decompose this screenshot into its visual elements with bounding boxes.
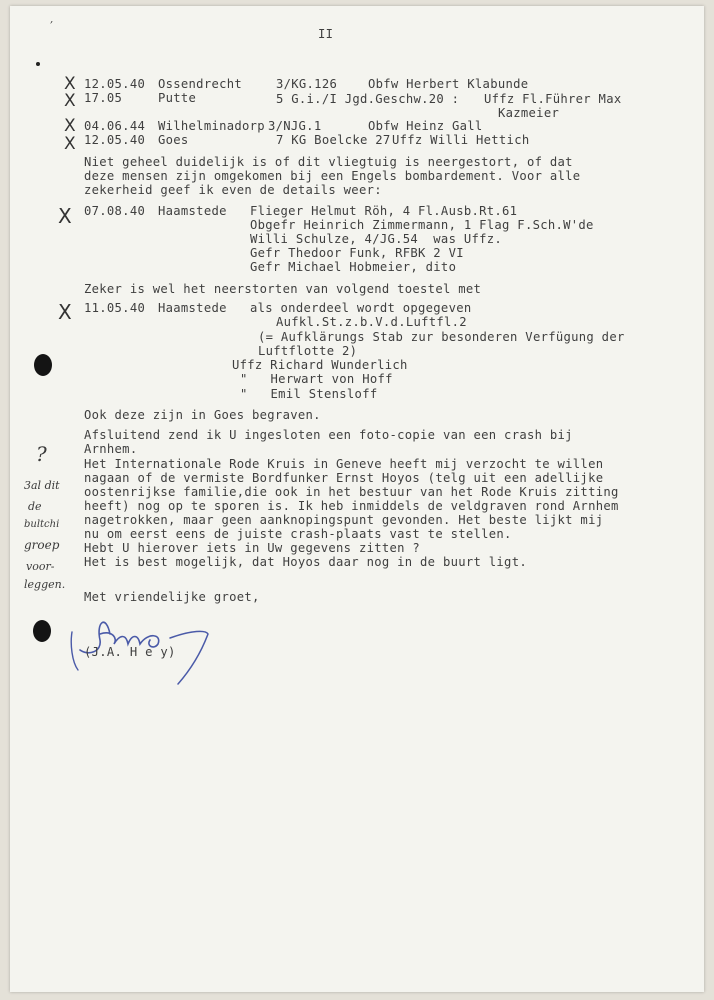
paragraph-line: Het Internationale Rode Kruis in Geneve heeft mij verzocht te willen	[84, 457, 604, 471]
record-person: Uffz Fl.Führer Max	[484, 92, 622, 106]
crew-line: Willi Schulze, 4/JG.54 was Uffz.	[250, 232, 503, 246]
crew-line: Flieger Helmut Röh, 4 Fl.Ausb.Rt.61	[250, 204, 518, 218]
margin-note-line: bultchi	[24, 519, 60, 530]
record-unit: Aufkl.St.z.b.V.d.Luftfl.2	[276, 315, 467, 329]
record-unit: 5 G.i./I Jgd.Geschw.20 :	[276, 92, 460, 106]
punch-hole	[34, 354, 52, 376]
paragraph-line: Arnhem.	[84, 442, 138, 456]
unit-explanation: Luftflotte 2)	[258, 344, 358, 358]
record-place: Wilhelminadorp	[158, 119, 265, 133]
punch-hole	[33, 620, 51, 642]
record-person: Obfw Heinz Gall	[368, 119, 483, 133]
record-unit: 3/NJG.1	[268, 119, 322, 133]
record-date: 07.08.40	[84, 204, 146, 218]
pencil-tick-mark: ,	[50, 14, 54, 25]
paragraph-line: Zeker is wel het neerstorten van volgend toestel met	[84, 282, 482, 296]
record-person: Uffz Willi Hettich	[392, 133, 530, 147]
record-date: 04.06.44	[84, 119, 146, 133]
x-mark: X	[58, 204, 72, 228]
x-mark: X	[64, 134, 76, 154]
margin-question-mark: ?	[36, 442, 47, 466]
margin-note-line: voor-	[26, 560, 55, 573]
paragraph-line: Hebt U hierover iets in Uw gegevens zitten ?	[84, 541, 421, 555]
paragraph-line: heeft) nog op te sporen is. Ik heb inmiddels de veldgraven rond Arnhem	[84, 499, 619, 513]
x-mark: X	[64, 91, 76, 111]
crew-line: Uffz Richard Wunderlich	[232, 358, 408, 372]
paragraph-line: Het is best mogelijk, dat Hoyos daar nog in de buurt ligt.	[84, 555, 527, 569]
crew-line: Gefr Michael Hobmeier, dito	[250, 260, 457, 274]
paragraph-line: nagetrokken, maar geen aanknopingspunt gevonden. Het beste lijkt mij	[84, 513, 604, 527]
x-mark: X	[58, 300, 72, 324]
margin-note-line: 3al dit	[24, 479, 60, 492]
paragraph-line: zekerheid geef ik even de details weer:	[84, 183, 382, 197]
record-place: Ossendrecht	[158, 77, 243, 91]
paragraph-line: oostenrijkse familie,die ook in het bestuur van het Rode Kruis zitting	[84, 485, 619, 499]
record-person: Obfw Herbert Klabunde	[368, 77, 529, 91]
paragraph-line: deze mensen zijn omgekomen bij een Engels bombardement. Voor alle	[84, 169, 581, 183]
record-place: Haamstede	[158, 301, 227, 315]
paragraph-line: Niet geheel duidelijk is of dit vliegtuig is neergestort, of dat	[84, 155, 573, 169]
record-date: 11.05.40	[84, 301, 146, 315]
paragraph-line: Ook deze zijn in Goes begraven.	[84, 408, 321, 422]
closing-line: Met vriendelijke groet,	[84, 590, 260, 604]
margin-note-line: de	[28, 500, 42, 513]
record-date: 17.05	[84, 91, 123, 105]
record-unit: 3/KG.126	[276, 77, 338, 91]
paragraph-line: nagaan of de vermiste Bordfunker Ernst Hoyos (telg uit een adellijke	[84, 471, 604, 485]
crew-line: Obgefr Heinrich Zimmermann, 1 Flag F.Sch.W'de	[250, 218, 594, 232]
record-person-cont: Kazmeier	[498, 106, 560, 120]
paragraph-line: Afsluitend zend ik U ingesloten een foto-copie van een crash bij	[84, 428, 573, 442]
margin-note-line: leggen.	[24, 578, 66, 591]
signature-name: (J.A. H e y)	[84, 645, 176, 659]
record-place: Putte	[158, 91, 197, 105]
pencil-dot-mark	[36, 62, 40, 66]
record-intro: als onderdeel wordt opgegeven	[250, 301, 472, 315]
unit-explanation: (= Aufklärungs Stab zur besonderen Verfügung der	[258, 330, 625, 344]
margin-note-line: groep	[24, 538, 60, 552]
record-place: Goes	[158, 133, 189, 147]
crew-line: " Herwart von Hoff	[240, 372, 393, 386]
record-date: 12.05.40	[84, 77, 146, 91]
record-place: Haamstede	[158, 204, 227, 218]
page-number: II	[318, 27, 334, 41]
x-mark: X	[64, 74, 76, 94]
crew-line: " Emil Stensloff	[240, 387, 378, 401]
record-date: 12.05.40	[84, 133, 146, 147]
record-unit: 7 KG Boelcke 27	[276, 133, 391, 147]
crew-line: Gefr Thedoor Funk, RFBK 2 VI	[250, 246, 464, 260]
x-mark: X	[64, 116, 76, 136]
paragraph-line: nu om eerst eens de juiste crash-plaats vast te stellen.	[84, 527, 512, 541]
